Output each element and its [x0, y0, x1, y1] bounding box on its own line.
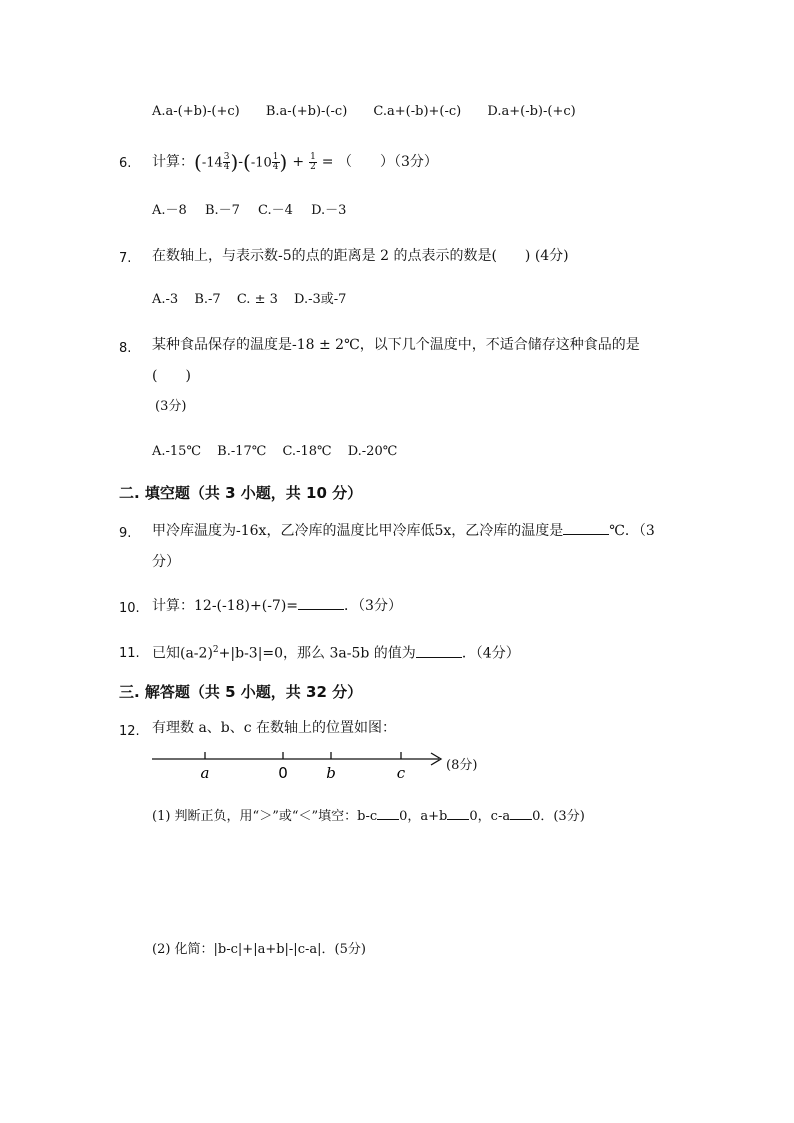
q12-blank-3 [510, 807, 532, 820]
q5-choice-b: B.a-(+b)-(-c) [265, 104, 348, 119]
q5-choice-a: A.a-(+b)-(+c) [152, 104, 240, 119]
q9-text-cont: 分） [152, 554, 180, 570]
section-2-heading: 二. 填空题（共 3 小题，共 10 分） [119, 484, 363, 502]
section-3-heading: 三. 解答题（共 5 小题，共 32 分） [119, 683, 363, 701]
q12-number: 12. [119, 724, 140, 739]
q12-blank-1 [377, 807, 399, 820]
q11-text: 已知$(a-2)^2+|b-3|=0$，那么 3a-5b 的值为 ．（4分） [152, 645, 520, 662]
q6-choice-b: B.－7 [204, 203, 240, 218]
label-c: c [396, 764, 406, 782]
q8-text: 某种食品保存的温度是-18 ± 2℃，以下几个温度中，不适合储存这种食品的是 [152, 337, 640, 353]
q5-choice-c: C.a+(-b)+(-c) [373, 104, 462, 119]
q10-answer-blank [298, 597, 344, 610]
q6-fraction: $\frac{1}{2}$ [310, 151, 316, 172]
q9-text: 甲冷库温度为-16x，乙冷库的温度比甲冷库低5x，乙冷库的温度是 ℃．（3 [152, 523, 655, 539]
q6-text: 计算： ( -14 $\frac{3}{4}$ ) - ( -10 $\frac{1}{4}$ ) + $\frac{1}{2}$ = （ ）（3分） [152, 150, 438, 174]
q7-choice-b: B.-7 [194, 292, 221, 307]
q8-choice-b: B.-17℃ [217, 444, 267, 459]
q8-paren: ( ) [152, 368, 191, 384]
q6-choices [152, 203, 346, 219]
q8-score: (3分) [155, 399, 187, 414]
q5-choices [152, 104, 576, 120]
label-a: a [200, 764, 210, 782]
q6-prefix: 计算： [152, 154, 194, 170]
q7-choices [152, 292, 346, 308]
q6-choice-d: D.－3 [311, 203, 347, 218]
q7-choice-a: A.-3 [152, 292, 179, 307]
q7-choice-c: C. ± 3 [236, 292, 278, 307]
q12-score: (8分) [446, 758, 478, 773]
q9-number: 9. [119, 526, 132, 541]
q11-number: 11. [119, 646, 140, 661]
number-line [150, 748, 450, 784]
q8-choice-c: C.-18℃ [282, 444, 332, 459]
q6-mixed-2: -10 $\frac{1}{4}$ [250, 151, 279, 172]
q7-number: 7. [119, 251, 132, 266]
q10-number: 10. [119, 601, 140, 616]
q12-part2: (2) 化简：|b-c|+|a+b|-|c-a|．(5分) [152, 942, 366, 957]
q12-blank-2 [447, 807, 469, 820]
q11-answer-blank [416, 645, 462, 658]
label-b: b [326, 764, 336, 782]
q8-choices [152, 444, 397, 460]
q8-choice-a: A.-15℃ [152, 444, 201, 459]
q7-choice-d: D.-3或-7 [294, 292, 347, 307]
q12-text: 有理数 a、b、c 在数轴上的位置如图： [152, 720, 397, 736]
q8-number: 8. [119, 341, 132, 356]
q6-mixed-1: -14 $\frac{3}{4}$ [201, 151, 230, 172]
label-0: 0 [278, 764, 288, 782]
q8-choice-d: D.-20℃ [347, 444, 398, 459]
q5-choice-d: D.a+(-b)-(+c) [487, 104, 576, 119]
q6-choice-a: A.－8 [152, 203, 187, 218]
q10-text: 计算：12-(-18)+(-7)= ．（3分） [152, 598, 402, 614]
q9-answer-blank [563, 522, 609, 535]
q12-part1: (1) 判断正负，用“＞”或“＜”填空：b-c 0，a+b 0，c-a 0．(3分) [152, 809, 585, 824]
q6-number: 6. [119, 156, 132, 171]
q7-text: 在数轴上，与表示数-5的点的距离是 2 的点表示的数是( ) (4分) [152, 248, 569, 264]
q6-choice-c: C.－4 [258, 203, 293, 218]
